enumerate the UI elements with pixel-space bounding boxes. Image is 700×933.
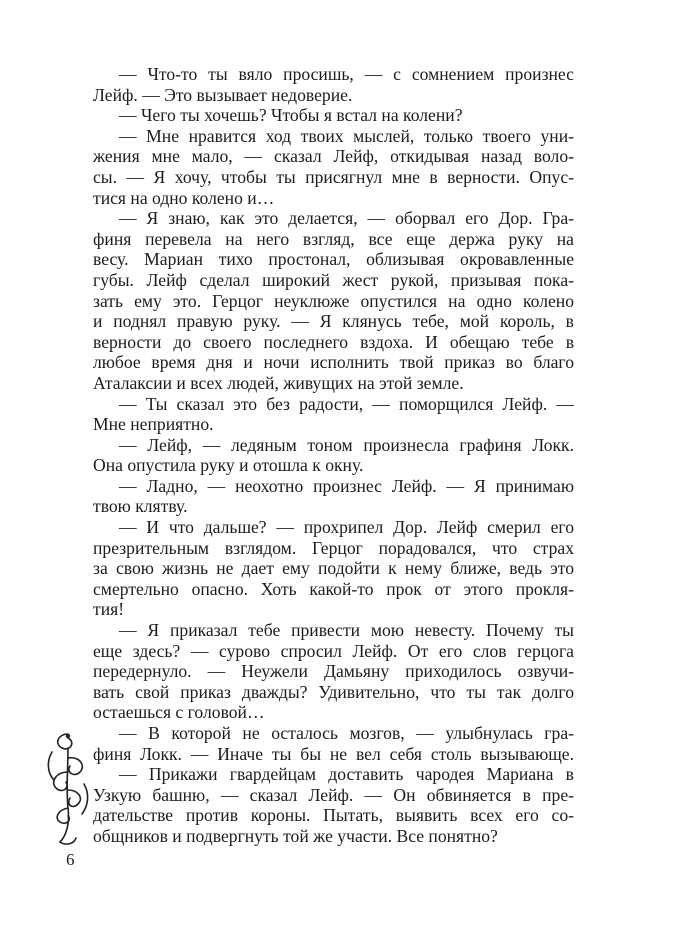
- text-line: за свою жизнь не дает ему подойти к нему ближе, ведь это: [93, 558, 574, 579]
- text-line: — Я знаю, как это делается, — оборвал его Дор. Гра-: [119, 208, 574, 229]
- text-line: Узкую башню, — сказал Лейф. — Он обвиняется в пре-: [93, 784, 574, 805]
- text-line: — Я приказал тебе привести мою невесту. Почему ты: [119, 620, 574, 641]
- text-line: вать свой приказ дважды? Удивительно, что ты так долго: [93, 681, 574, 702]
- text-line: дательстве против короны. Пытать, выявить всех его со-: [93, 805, 574, 826]
- text-line: — Ты сказал это без радости, — поморщился Лейф. —: [119, 393, 574, 414]
- text-line: остаешься с головой…: [93, 702, 265, 723]
- text-line: тися на одно колено и…: [93, 187, 275, 208]
- text-line: Она опустила руку и отошла к окну.: [93, 455, 364, 476]
- text-line: Мне неприятно.: [93, 414, 214, 435]
- text-line: жения мне мало, — сказал Лейф, откидывая назад воло-: [93, 146, 574, 167]
- text-line: финя перевела на него взгляд, все еще держа руку на: [93, 228, 574, 249]
- text-line: любое время дня и ночи исполнить твой приказ во благо: [93, 352, 574, 373]
- text-line: передернуло. — Неужели Дамьяну приходилось озвучи-: [93, 661, 574, 682]
- text-line: еще здесь? — сурово спросил Лейф. От его слов герцога: [93, 640, 574, 661]
- text-line: — Чего ты хочешь? Чтобы я встал на колени?: [119, 105, 463, 126]
- floral-ornament-icon: [40, 728, 96, 848]
- text-line: — Мне нравится ход твоих мыслей, только твоего уни-: [119, 125, 574, 146]
- text-line: — В которой не осталось мозгов, — улыбнулась гра-: [119, 723, 574, 743]
- text-line: губы. Лейф сделал широкий жест рукой, призывая пока-: [93, 269, 574, 290]
- text-line: презрительным взглядом. Герцог порадовался, что страх: [93, 537, 574, 558]
- text-line: — Ладно, — неохотно произнес Лейф. — Я принимаю: [119, 475, 574, 496]
- text-line: и поднял правую руку. — Я клянусь тебе, мой король, в: [93, 311, 574, 332]
- text-line: сы. — Я хочу, чтобы ты присягнул мне в верности. Опус-: [93, 166, 574, 187]
- text-line: зать ему это. Герцог неуклюже опустился на одно колено: [93, 290, 574, 311]
- text-line: — Прикажи гвардейцам доставить чародея Мариана в: [119, 764, 574, 785]
- text-line: весу. Мариан тихо простонал, облизывая окровавленные: [93, 249, 574, 270]
- text-line: тия!: [93, 599, 125, 620]
- text-line: — И что дальше? — прохрипел Дор. Лейф смерил его: [119, 517, 574, 538]
- page-number: 6: [66, 850, 75, 869]
- text-line: верности до своего последнего вздоха. И обещаю тебе в: [93, 331, 574, 352]
- body-text: [93, 64, 574, 847]
- text-line: смертельно опасно. Хоть какой-то прок от этого прокля-: [93, 578, 574, 599]
- text-line: — Лейф, — ледяным тоном произнесла графиня Локк.: [119, 434, 574, 455]
- text-line: Лейф. — Это вызывает недоверие.: [93, 84, 353, 105]
- text-line: твою клятву.: [93, 496, 188, 517]
- text-line: — Что-то ты вяло просишь, — с сомнением произнес: [119, 64, 574, 84]
- text-line: Аталаксии и всех людей, живущих на этой земле.: [93, 372, 464, 393]
- text-line: финя Локк. — Иначе ты бы не вел себя столь вызывающе.: [93, 743, 574, 764]
- text-line: общников и подвергнуть той же участи. Все понятно?: [93, 825, 498, 846]
